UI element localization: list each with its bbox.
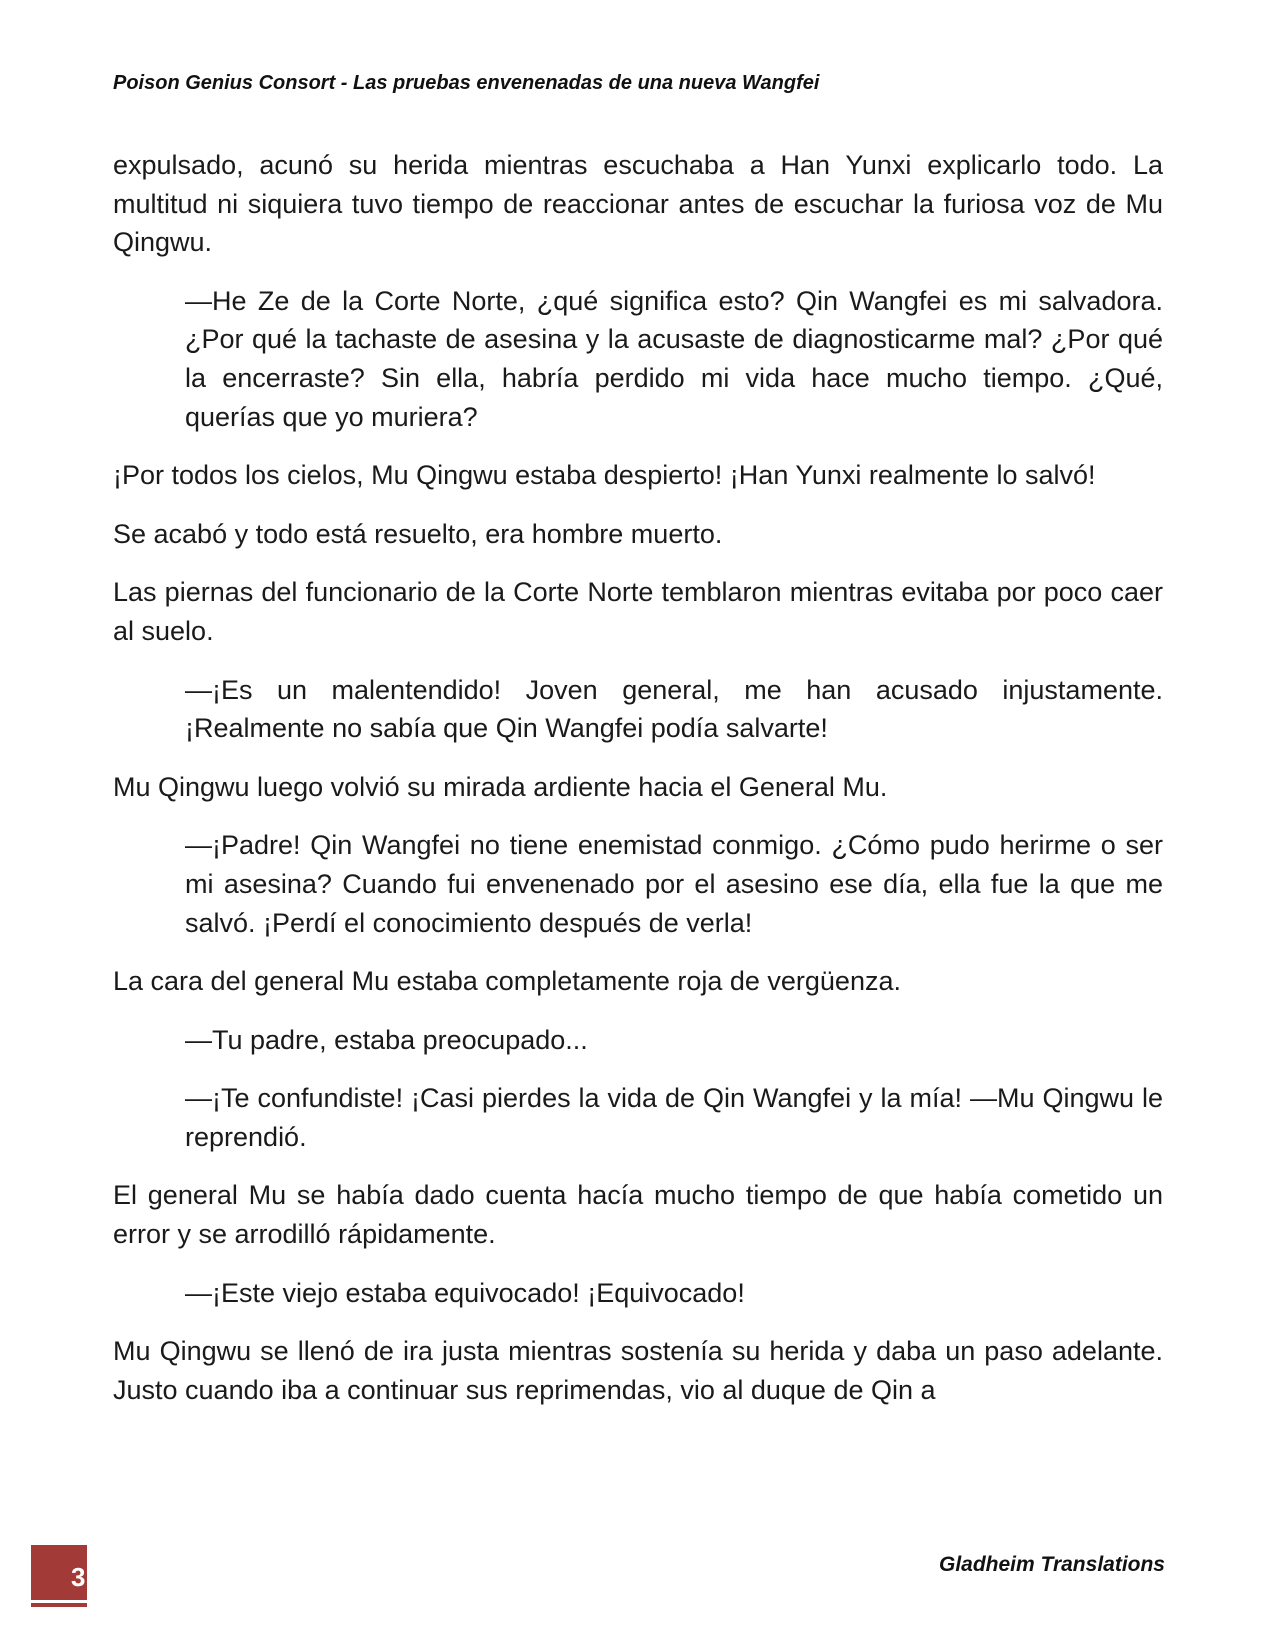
paragraph: Mu Qingwu luego volvió su mirada ardiente hacia el General Mu. bbox=[113, 771, 888, 802]
dialogue-paragraph: —Tu padre, estaba preocupado... bbox=[185, 1024, 588, 1055]
dialogue-paragraph: —¡Este viejo estaba equivocado! ¡Equivocado! bbox=[185, 1277, 745, 1308]
dialogue-paragraph: —¡Es un malentendido! Joven general, me han acusado injustamente. ¡Realmente no sabía que Qin Wangfei podía salvarte! bbox=[185, 674, 1163, 744]
page-number: 3 bbox=[71, 1562, 86, 1592]
paragraph: Las piernas del funcionario de la Corte Norte temblaron mientras evitaba por poco caer al suelo. bbox=[113, 577, 1163, 646]
paragraph: Se acabó y todo está resuelto, era hombre muerto. bbox=[113, 518, 723, 549]
paragraph: Mu Qingwu se llenó de ira justa mientras sostenía su herida y daba un paso adelante. Justo cuando iba a continuar sus reprimendas, vio al duque de Qin a bbox=[113, 1336, 1163, 1405]
dialogue-paragraph: —He Ze de la Corte Norte, ¿qué significa esto? Qin Wangfei es mi salvadora. ¿Por qué la tachaste de asesina y la acusaste de diagnosticarme mal? ¿Por qué la encerraste? Sin ella, habría perdido mi vida hace mucho tiempo. ¿Qué, querías que yo muriera? bbox=[185, 285, 1163, 432]
paragraph: expulsado, acunó su herida mientras escuchaba a Han Yunxi explicarlo todo. La multitud ni siquiera tuvo tiempo de reaccionar antes de escuchar la furiosa voz de Mu Qingwu. bbox=[113, 150, 1163, 258]
footer-credit: Gladheim Translations bbox=[938, 1553, 1165, 1576]
dialogue-paragraph: —¡Padre! Qin Wangfei no tiene enemistad conmigo. ¿Cómo pudo herirme o ser mi asesina? Cuando fui envenenado por el asesino ese día, ella fue la que me salvó. ¡Perdí el conocimiento después de verla! bbox=[185, 830, 1163, 938]
running-header: Poison Genius Consort - Las pruebas envenenadas de una nueva Wangfei bbox=[113, 72, 820, 94]
paragraph: La cara del general Mu estaba completamente roja de vergüenza. bbox=[113, 966, 901, 997]
dialogue-paragraph: —¡Te confundiste! ¡Casi pierdes la vida de Qin Wangfei y la mía! —Mu Qingwu le reprendió. bbox=[185, 1083, 1163, 1152]
paragraph: ¡Por todos los cielos, Mu Qingwu estaba despierto! ¡Han Yunxi realmente lo salvó! bbox=[113, 460, 1096, 491]
body-text bbox=[113, 146, 1163, 1429]
page-number-rule bbox=[31, 1600, 87, 1603]
paragraph: El general Mu se había dado cuenta hacía mucho tiempo de que había cometido un error y se arrodilló rápidamente. bbox=[113, 1180, 1163, 1250]
